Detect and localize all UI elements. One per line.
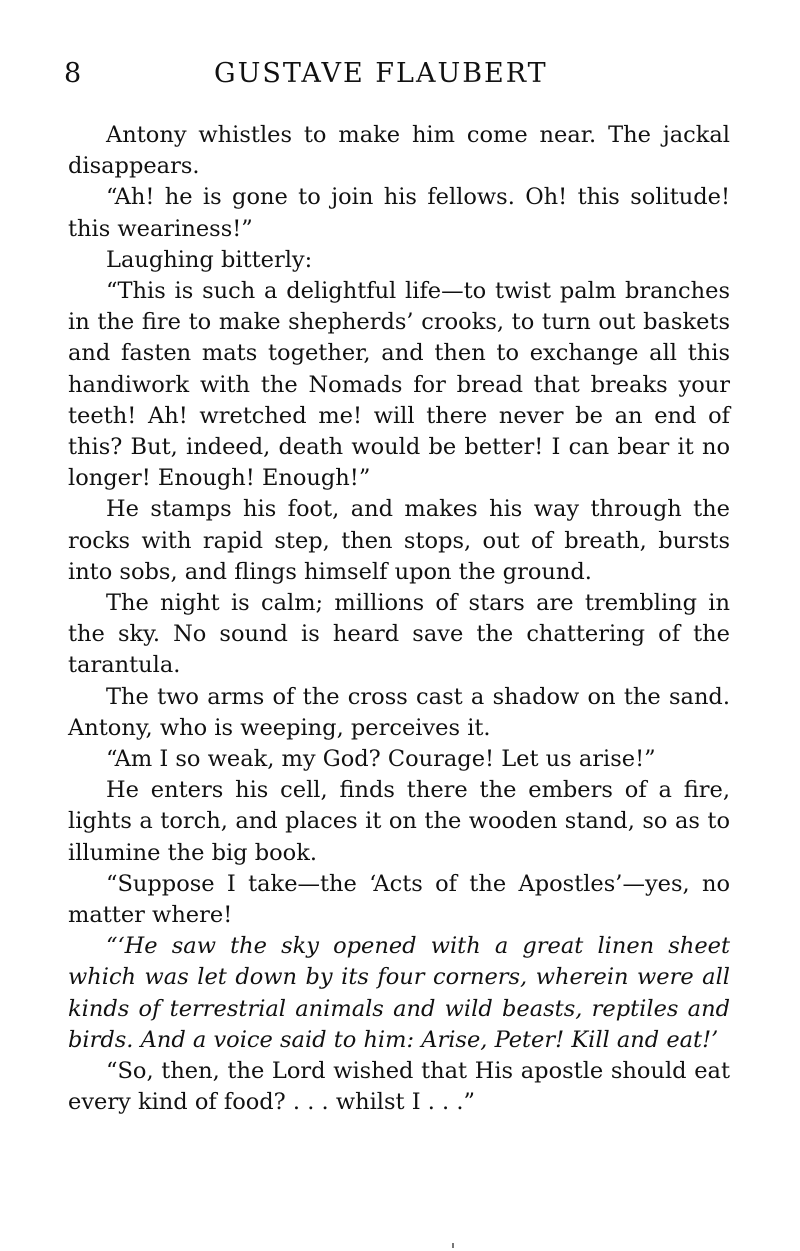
paragraph: He stamps his foot, and makes his way through the rocks with rapid step, then stops, out of breath, bursts into sobs, and flings himself upon the ground. xyxy=(68,496,730,585)
paragraph: “Suppose I take—the ‘Acts of the Apostles’—yes, no matter where! xyxy=(68,870,730,929)
paragraph: He enters his cell, finds there the embers of a fire, lights a torch, and places it on the wooden stand, so as to illumine the big book. xyxy=(68,777,730,866)
page-header xyxy=(64,58,734,94)
paragraph: The two arms of the cross cast a shadow on the sand. Antony, who is weeping, perceives it. xyxy=(68,683,730,741)
paragraph: The night is calm; millions of stars are trembling in the sky. No sound is heard save the chattering of the tarantula. xyxy=(68,590,730,679)
paragraph: “This is such a delightful life—to twist palm branches in the fire to make shepherds’ crooks, to turn out baskets and fasten mats together, and then to exchange all this handiwork with the Nomads for bread that breaks your teeth! Ah! wretched me! will there never be an end of this? But, indeed, death would be better! I can bear it no longer! Enough! Enough!” xyxy=(68,278,730,492)
print-speck xyxy=(452,1243,454,1248)
paragraph: Laughing bitterly: xyxy=(106,246,313,273)
page-number: 8 xyxy=(64,58,82,89)
paragraph: “So, then, the Lord wished that His apostle should eat every kind of food? . . . whilst I . . .” xyxy=(68,1058,730,1116)
paragraph: “Am I so weak, my God? Courage! Let us arise!” xyxy=(106,746,656,773)
running-title: GUSTAVE FLAUBERT xyxy=(214,58,548,89)
paragraph: Antony whistles to make him come near. The jackal disappears. xyxy=(68,122,730,180)
paragraph: “Ah! he is gone to join his fellows. Oh! this solitude! this weariness!” xyxy=(68,184,730,242)
scripture-quote: “‘He saw the sky opened with a great linen sheet which was let down by its four corners, wherein were all kinds of terrestrial animals and wild beasts, reptiles and birds. And a voice said to him: Arise, Peter! Kill and eat!’ xyxy=(68,933,730,1053)
body-text xyxy=(68,120,730,1119)
